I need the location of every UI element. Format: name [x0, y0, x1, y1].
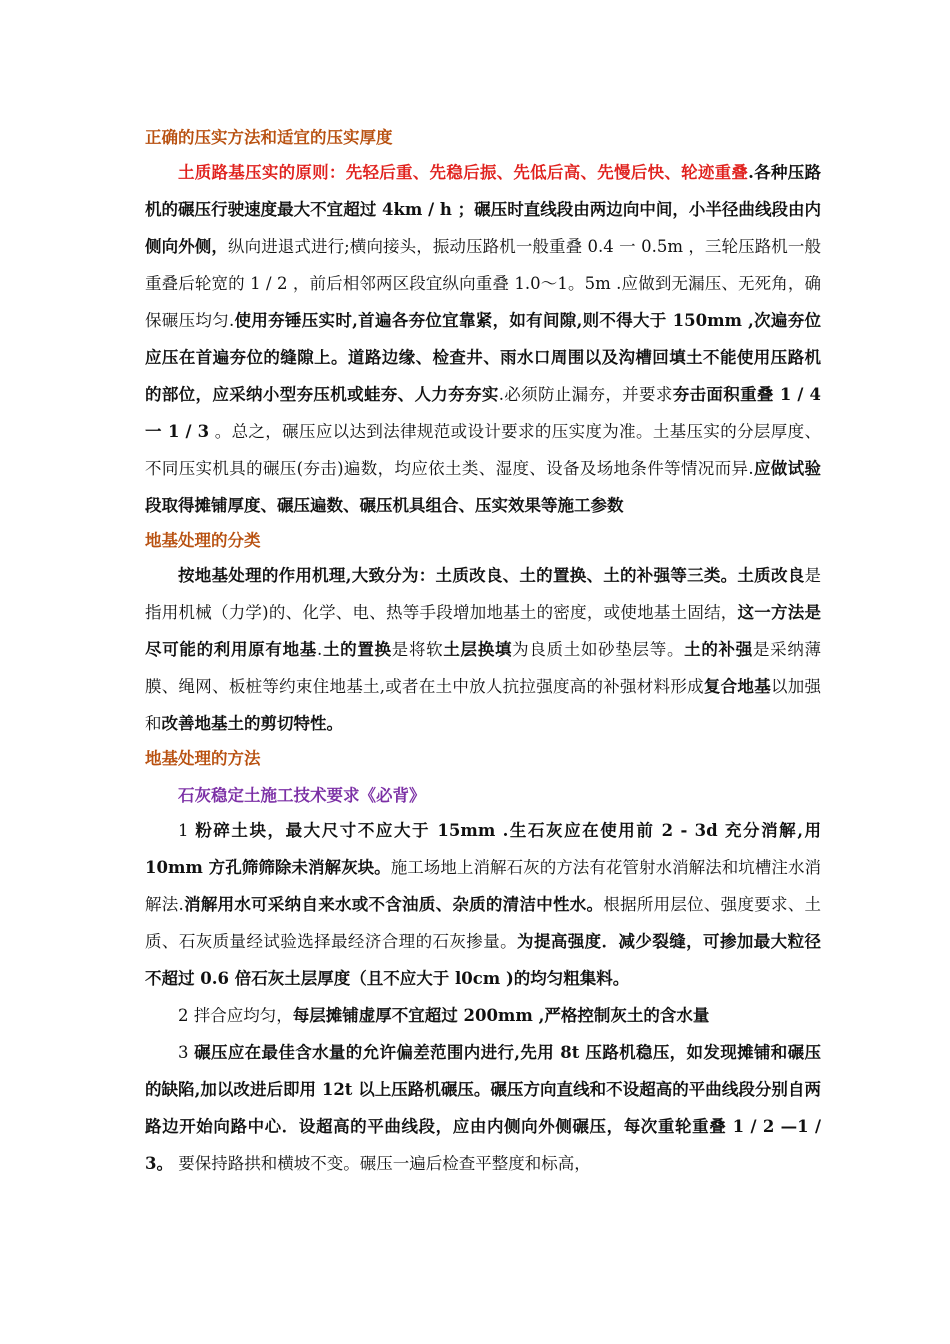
layer-replacement-text: 土层换填 [443, 640, 513, 659]
overlap-text: 纵向进退式进行;横向接头，振动压路机一般重叠 0.4 一 0.5m ，三轮压路机一般重叠后轮宽的 1 / 2 ，前后相邻两区段宜纵向重叠 1.0～1。5m .应做到无漏压、无死角，确保碾压均匀. [145, 237, 822, 330]
roller-speed-text: .各种压路机的碾压行驶速度最大不宜超过 4km / h ；碾压时直线段由两边向中间，小半径曲线段由内侧向外侧， [145, 163, 821, 256]
slaking-water-text: 消解用水可采纳自来水或不含油质、杂质的清洁中性水。 [183, 895, 604, 914]
lime-dosage-text: 根据所用层位、强度要求、土质、石灰质量经试验选择最经济合理的石灰掺量。 [145, 895, 822, 951]
sand-cushion-text: 为良质土如砂垫层等。 [512, 640, 685, 659]
replacement-text: 是将软 [391, 640, 444, 659]
paragraph-compaction-principles [145, 154, 821, 524]
heading-foundation-classification: 地基处理的分类 [145, 531, 261, 550]
mechanism-text: 按地基处理的作用机理,大致分为：土质改良、土的置换、土的补强等三类。土质改良 [178, 566, 805, 585]
period-text: . [317, 640, 323, 659]
paragraph-foundation-classification [145, 557, 821, 742]
reinforcement-text: 是采纳薄膜、绳网、板桩等约束住地基土,或者在土中放人抗拉强度高的补强材料形成 [145, 640, 822, 696]
layer-thickness-text: 每层摊铺虚厚不宜超过 200mm ,严格控制灰土的含水量 [292, 1006, 710, 1025]
rolling-text: 碾压应在最佳含水量的允许偏差范围内进行,先用 8t 压路机稳压，如发现摊铺和碾压的缺陷,加以改进后即用 12t 以上压路机碾压。碾压方向直线和不设超高的平曲线段分别自两路边开始向路中心．设超高的平曲线段，应由内侧向外侧碾压，每次重轮重叠 1 / 2 —1 / 3。 [145, 1043, 821, 1173]
test-section-text: 应做试验段取得摊铺厚度、碾压遍数、碾压机具组合、压实效果等施工参数 [145, 459, 821, 515]
compaction-standard-text: 。总之，碾压应以达到法律规范或设计要求的压实度为准。土基压实的分层厚度、不同压实机具的碾压(夯击)遍数，均应依土类、湿度、设备及场地条件等情况而异. [145, 422, 821, 478]
tamping-text: 使用夯锤压实时,首遍各夯位宜靠紧，如有间隙,则不得大于 150mm ,次遍夯位应压在首遍夯位的缝隙上。道路边缘、检查井、雨水口周围以及沟槽回填土不能使用压路机的部位，应采纳小型夯压机或蛙夯、人力夯夯实 [145, 311, 821, 404]
tamp-overlap-text: 夯击面积重叠 1 / 4 一 1 / 3 [145, 385, 822, 441]
heading-lime-stabilized-soil: 石灰稳定土施工技术要求《必背》 [178, 786, 426, 805]
shear-property-text: 改善地基土的剪切特性。 [161, 714, 343, 733]
compaction-principle-text: 土质路基压实的原则：先轻后重、先稳后振、先低后高、先慢后快、轮迹重叠 [178, 163, 749, 182]
paragraph-item-1 [145, 812, 821, 997]
crown-slope-text: 要保持路拱和横坡不变。碾压一遍后检查平整度和标高， [172, 1154, 591, 1173]
soil-improvement-text: 是指用机械（力学)的、化学、电、热等手段增加地基土的密度，或使地基土固结， [145, 566, 821, 622]
lime-slaking-method-text: 施工场地上消解石灰的方法有花管射水消解法和坑槽注水消解法. [145, 858, 822, 914]
document-body [145, 121, 821, 1182]
no-missed-tamp-text: .必须防止漏夯，并要求 [498, 385, 673, 404]
heading-compaction-method: 正确的压实方法和适宜的压实厚度 [145, 128, 393, 147]
use-original-foundation-text: 这一方法是尽可能的利用原有地基 [145, 603, 822, 659]
soil-reinforcement-label: 土的补强 [684, 640, 753, 659]
soil-replacement-label: 土的置换 [322, 640, 392, 659]
heading-foundation-methods: 地基处理的方法 [145, 749, 261, 768]
paragraph-item-2 [145, 997, 821, 1034]
strengthen-text: 以加强和 [145, 677, 822, 733]
coarse-aggregate-text: 为提高强度．减少裂缝，可掺加最大粒径不超过 0.6 倍石灰土层厚度（且不应大于 l0cm )的均匀粗集料。 [145, 932, 822, 988]
composite-foundation-text: 复合地基 [703, 677, 771, 696]
item-1-number: 1 [178, 821, 196, 840]
paragraph-item-3 [145, 1034, 821, 1182]
item-3-number: 3 [178, 1043, 195, 1062]
item-2-mixing-text: 2 拌合应均匀， [178, 1006, 293, 1025]
crush-soil-text: 粉碎土块，最大尺寸不应大于 15mm .生石灰应在使用前 2 - 3d 充分消解,用 10mm 方孔筛筛除未消解灰块。 [145, 821, 821, 877]
